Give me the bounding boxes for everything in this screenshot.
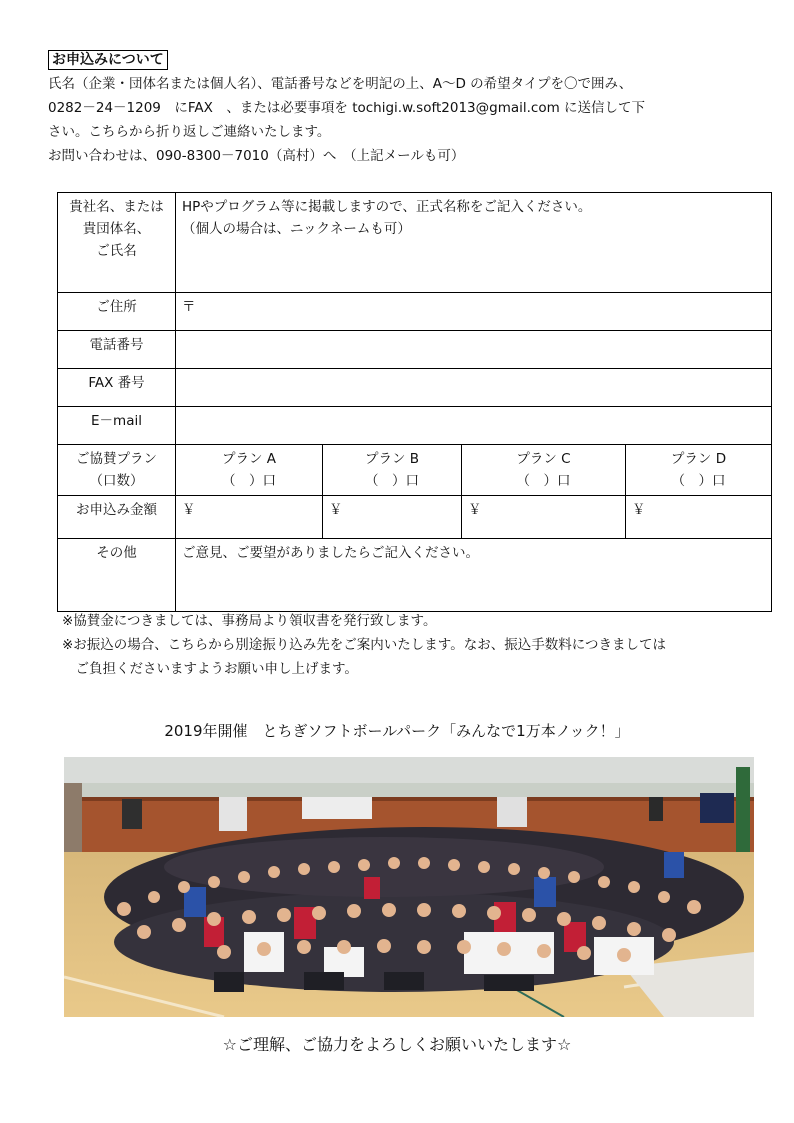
plan-c[interactable]: プラン C （ ）口 <box>462 445 626 496</box>
email-label: E－mail <box>58 407 176 445</box>
name-field[interactable]: HPやプログラム等に掲載しますので、正式名称をご記入ください。 （個人の場合は、ニックネームも可） <box>176 193 772 293</box>
fax-label: FAX 番号 <box>58 369 176 407</box>
amount-d-field[interactable]: ￥ <box>626 496 772 539</box>
form-row-address <box>58 293 772 331</box>
address-field[interactable]: 〒 <box>176 293 772 331</box>
intro-line: お問い合わせは、090-8300－7010（高村）へ （上記メールも可） <box>48 148 465 164</box>
intro-line: 0282－24－1209 にFAX 、または必要事項を tochigi.w.soft2013@gmail.com に送信して下 <box>48 100 646 116</box>
plan-d[interactable]: プラン D （ ）口 <box>626 445 772 496</box>
intro-line: さい。こちらから折り返しご連絡いたします。 <box>48 124 331 140</box>
phone-label: 電話番号 <box>58 331 176 369</box>
note-line: ご負担くださいますようお願い申し上げます。 <box>62 661 358 677</box>
intro-text <box>48 72 748 168</box>
fax-field[interactable] <box>176 369 772 407</box>
amount-c-field[interactable]: ￥ <box>462 496 626 539</box>
form-row-plan <box>58 445 772 496</box>
crowd <box>104 827 744 992</box>
other-label: その他 <box>58 539 176 612</box>
plan-a[interactable]: プラン A （ ）口 <box>176 445 323 496</box>
section-heading: お申込みについて <box>48 50 168 70</box>
application-form <box>57 192 772 612</box>
form-row-name <box>58 193 772 293</box>
form-row-amount <box>58 496 772 539</box>
address-label: ご住所 <box>58 293 176 331</box>
note-line: ※協賛金につきましては、事務局より領収書を発行致します。 <box>62 613 437 629</box>
other-field[interactable]: ご意見、ご要望がありましたらご記入ください。 <box>176 539 772 612</box>
amount-b-field[interactable]: ￥ <box>323 496 462 539</box>
phone-field[interactable] <box>176 331 772 369</box>
form-row-email <box>58 407 772 445</box>
form-row-phone <box>58 331 772 369</box>
plan-label: ご協賛プラン （口数） <box>58 445 176 496</box>
name-label: 貴社名、または 貴団体名、 ご氏名 <box>58 193 176 293</box>
plan-b[interactable]: プラン B （ ）口 <box>323 445 462 496</box>
form-row-fax <box>58 369 772 407</box>
intro-line: 氏名（企業・団体名または個人名）、電話番号などを明記の上、A～D の希望タイプを〇で囲み、 <box>48 76 633 92</box>
note-line: ※お振込の場合、こちらから別途振り込み先をご案内いたします。なお、振込手数料につきましては <box>62 637 666 653</box>
amount-a-field[interactable]: ￥ <box>176 496 323 539</box>
form-row-other <box>58 539 772 612</box>
group-photo <box>64 757 754 1017</box>
email-field[interactable] <box>176 407 772 445</box>
closing-message: ☆ご理解、ご協力をよろしくお願いいたします☆ <box>222 1035 572 1054</box>
event-title: 2019年開催 とちぎソフトボールパーク「みんなで1万本ノック！」 <box>164 722 630 740</box>
amount-label: お申込み金額 <box>58 496 176 539</box>
notes <box>62 609 666 681</box>
